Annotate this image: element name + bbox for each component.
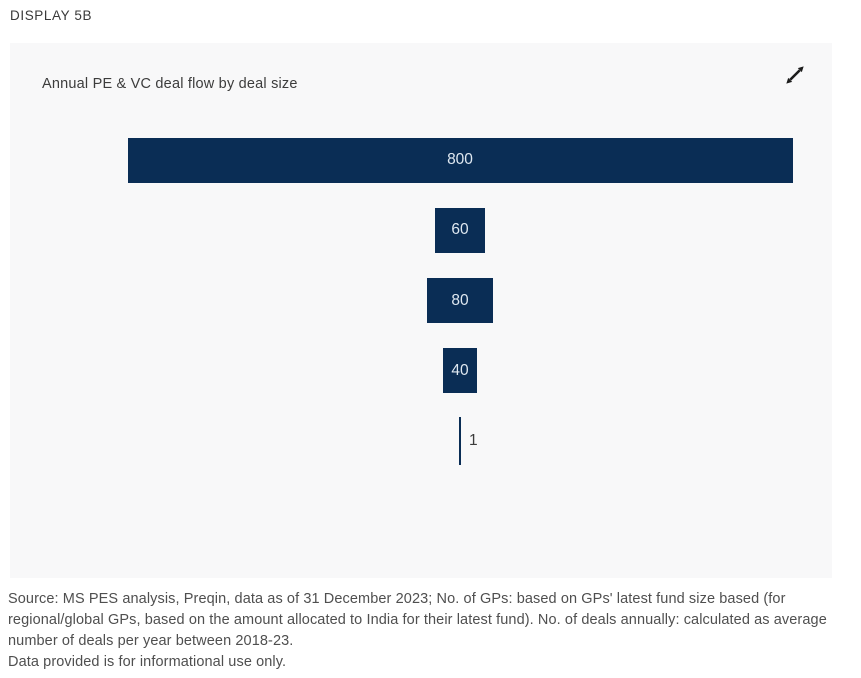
value-label: 60	[451, 221, 469, 239]
value-label: 40	[451, 361, 469, 379]
chart-title: Annual PE & VC deal flow by deal size	[42, 76, 298, 92]
display-label: DISPLAY 5B	[10, 8, 93, 23]
bar	[459, 417, 461, 465]
bar-chart	[10, 43, 832, 578]
value-label: 80	[451, 291, 469, 309]
disclaimer-note: Data provided is for informational use only.	[8, 654, 287, 670]
source-note: Source: MS PES analysis, Preqin, data as of 31 December 2023; No. of GPs: based on GPs' latest fund size based (for regional/global GPs, based on the amount allocated to India for their latest fund). No. of deals annually: calculated as average number of deals per year between 2018-23.	[8, 591, 827, 649]
chart-panel	[10, 43, 832, 578]
footer	[8, 589, 857, 673]
value-label: 800	[447, 151, 473, 168]
value-label: 1	[469, 432, 478, 449]
